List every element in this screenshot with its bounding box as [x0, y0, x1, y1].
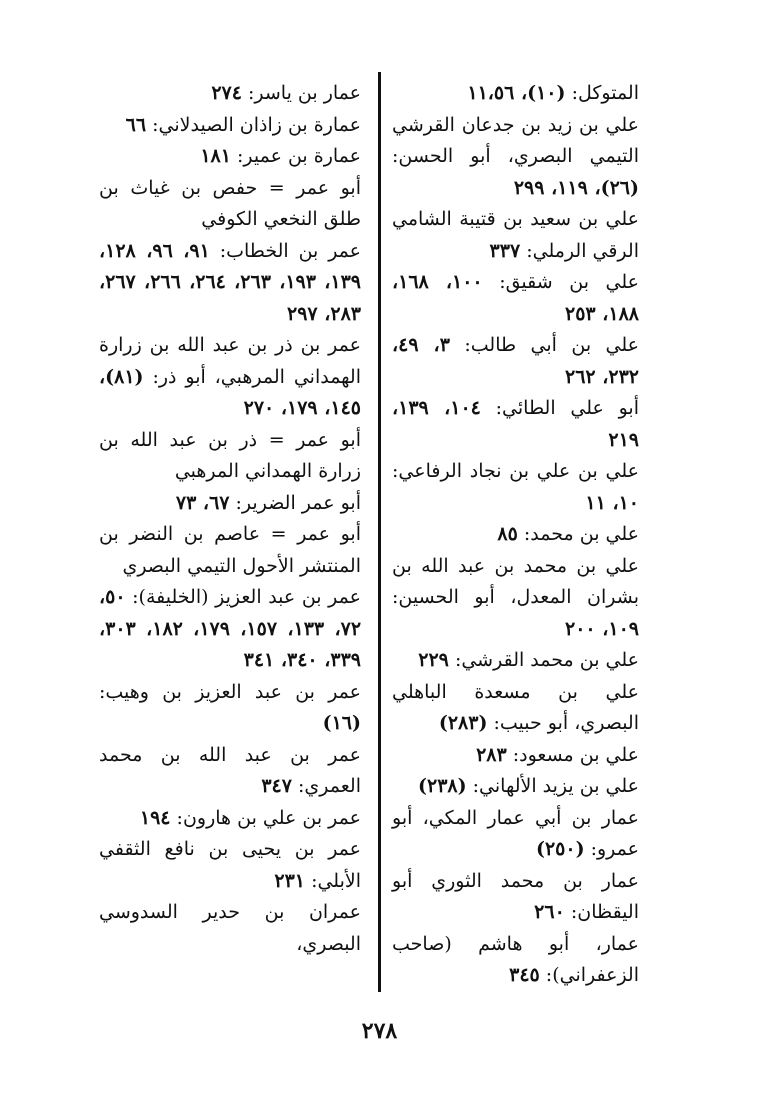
index-entry: [99, 236, 361, 331]
index-entry: [392, 740, 639, 772]
entry-name: عمر بن علي بن هارون:: [176, 806, 361, 829]
index-entry: [392, 393, 639, 456]
entry-name: علي بن يزيد الألهاني:: [472, 775, 639, 797]
entry-pages: ٢٨٣: [476, 743, 507, 766]
entry-name: أبو عمر الضرير:: [235, 491, 361, 514]
entry-name: علي بن محمد:: [523, 523, 639, 545]
entry-name: عمارة بن عمير:: [236, 145, 361, 167]
index-entry: [392, 929, 639, 992]
index-entry: [99, 582, 361, 677]
entry-pages: ١٠٤، ١٣٩، ٢١٩: [392, 397, 639, 451]
entry-pages: ٣٤٥: [509, 964, 540, 986]
entry-pages: ٢٦٠: [534, 901, 565, 923]
entry-pages: (٨١)، ١٤٥، ١٧٩، ٢٧٠: [99, 365, 361, 419]
index-entry: [392, 330, 639, 393]
page-number: ٢٧٨: [361, 1018, 398, 1044]
entry-pages: ٨٥: [497, 523, 518, 545]
entry-name: عمار بن محمد الثوري أبو اليقظان:: [392, 869, 639, 923]
index-entry: [392, 204, 639, 267]
entry-name: عمار، أبو هاشم (صاحب الزعفراني):: [392, 932, 639, 986]
index-entry: [99, 519, 361, 582]
entry-name: علي بن أبي طالب:: [464, 334, 640, 356]
index-entry: [99, 110, 361, 142]
entry-name: عمر بن عبد الله بن محمد العمري:: [99, 743, 361, 797]
entry-pages: ٦٦: [125, 113, 147, 136]
entry-pages: ٢٧٤: [211, 82, 242, 104]
index-entry: [99, 330, 361, 425]
index-entry: [99, 488, 361, 520]
entry-name: علي بن شقيق:: [499, 271, 639, 293]
index-entry: [99, 803, 361, 835]
entry-name: أبو علي الطائي:: [495, 397, 640, 419]
column-divider: [378, 72, 381, 992]
index-entry: [392, 456, 639, 519]
left-column: [99, 78, 361, 960]
entry-name: علي بن مسعدة الباهلي البصري، أبو حبيب:: [392, 680, 639, 734]
entry-pages: ٢٣١: [274, 869, 306, 892]
entry-name: أبو عمر = حفص بن غياث بن طلق النخعي الكوفي: [99, 176, 361, 230]
entry-name: عمر بن ذر بن عبد الله بن زرارة الهمداني المرهبي، أبو ذر:: [99, 334, 362, 388]
index-entry: [99, 141, 361, 173]
entry-pages: ١٠٠، ١٦٨، ١٨٨، ٢٥٣: [392, 271, 639, 325]
entry-name: علي بن محمد القرشي:: [454, 649, 639, 671]
entry-name: علي بن سعيد بن قتيبة الشامي الرقي الرملي:: [392, 208, 639, 262]
entry-name: أبو عمر = ذر بن عبد الله بن زرارة الهمداني المرهبي: [99, 428, 361, 482]
right-column: [392, 78, 639, 992]
entry-name: المتوكل:: [571, 82, 639, 104]
entry-name: عمار بن ياسر:: [248, 82, 361, 104]
entry-pages: (١٦): [322, 712, 361, 734]
index-entry: [392, 110, 639, 205]
entry-pages: ٣٣٧: [489, 239, 521, 262]
entry-name: عمار بن أبي عمار المكي، أبو عمرو:: [392, 806, 639, 860]
index-entry: [392, 866, 639, 929]
index-entry: [392, 519, 639, 551]
entry-name: عمران بن حدير السدوسي البصري،: [99, 901, 361, 955]
entry-pages: (٢٨٣): [438, 712, 488, 734]
entry-pages: (٢٥٠): [535, 838, 585, 860]
entry-pages: ١٩٤: [139, 806, 171, 829]
index-entry: [99, 78, 361, 110]
index-entry: [392, 267, 639, 330]
index-entry: [99, 173, 361, 236]
index-entry: [99, 834, 361, 897]
entry-pages: ١٠٩، ٢٠٠: [565, 617, 639, 640]
index-entry: [99, 425, 361, 488]
entry-pages: (٢٦)، ١١٩، ٢٩٩: [513, 176, 639, 199]
entry-name: عمر بن الخطاب:: [219, 239, 361, 262]
entry-pages: ١٠، ١١: [585, 491, 639, 514]
entry-pages: ١٨١: [200, 145, 231, 167]
entry-name: أبو عمر = عاصم بن النضر بن المنتشر الأحول التيمي البصري: [99, 523, 361, 577]
index-entry: [99, 897, 361, 960]
entry-pages: ٥٠، ٧٢، ١٣٣، ١٥٧، ١٧٩، ١٨٢، ٣٠٣، ٣٣٩، ٣٤٠، ٣٤١: [99, 586, 362, 671]
index-entry: [392, 645, 639, 677]
entry-pages: ٢٢٩: [418, 649, 449, 671]
index-entry: [392, 78, 639, 110]
entry-name: عمارة بن زاذان الصيدلاني:: [152, 113, 361, 136]
index-entry: [392, 677, 639, 740]
entry-name: علي بن علي بن نجاد الرفاعي:: [392, 460, 639, 482]
entry-name: عمر بن عبد العزيز بن وهيب:: [99, 680, 361, 703]
entry-name: علي بن مسعود:: [512, 743, 639, 766]
entry-pages: ٣، ٤٩، ٢٣٢، ٢٦٢: [392, 334, 639, 388]
entry-name: علي بن زيد بن جدعان القرشي التيمي البصري، أبو الحسن:: [392, 113, 639, 167]
index-entry: [99, 677, 361, 740]
entry-pages: (١٠)، ١١،٥٦: [467, 82, 566, 104]
entry-pages: ٦٧، ٧٣: [175, 491, 230, 514]
entry-pages: ٩١، ٩٦، ١٢٨، ١٣٩، ١٩٣، ٢٦٣، ٢٦٤، ٢٦٦، ٢٦٧، ٢٨٣، ٢٩٧: [99, 239, 361, 325]
entry-pages: ٣٤٧: [261, 775, 292, 797]
entry-name: علي بن محمد بن عبد الله بن بشران المعدل، أبو الحسين:: [392, 554, 639, 608]
index-entry: [392, 551, 639, 646]
index-entry: [392, 771, 639, 803]
index-entry: [99, 740, 361, 803]
entry-name: عمر بن يحيى بن نافع الثقفي الأبلي:: [99, 838, 361, 892]
index-entry: [392, 803, 639, 866]
entry-pages: (٢٣٨): [417, 775, 467, 797]
entry-name: عمر بن عبد العزيز (الخليفة):: [132, 586, 361, 608]
